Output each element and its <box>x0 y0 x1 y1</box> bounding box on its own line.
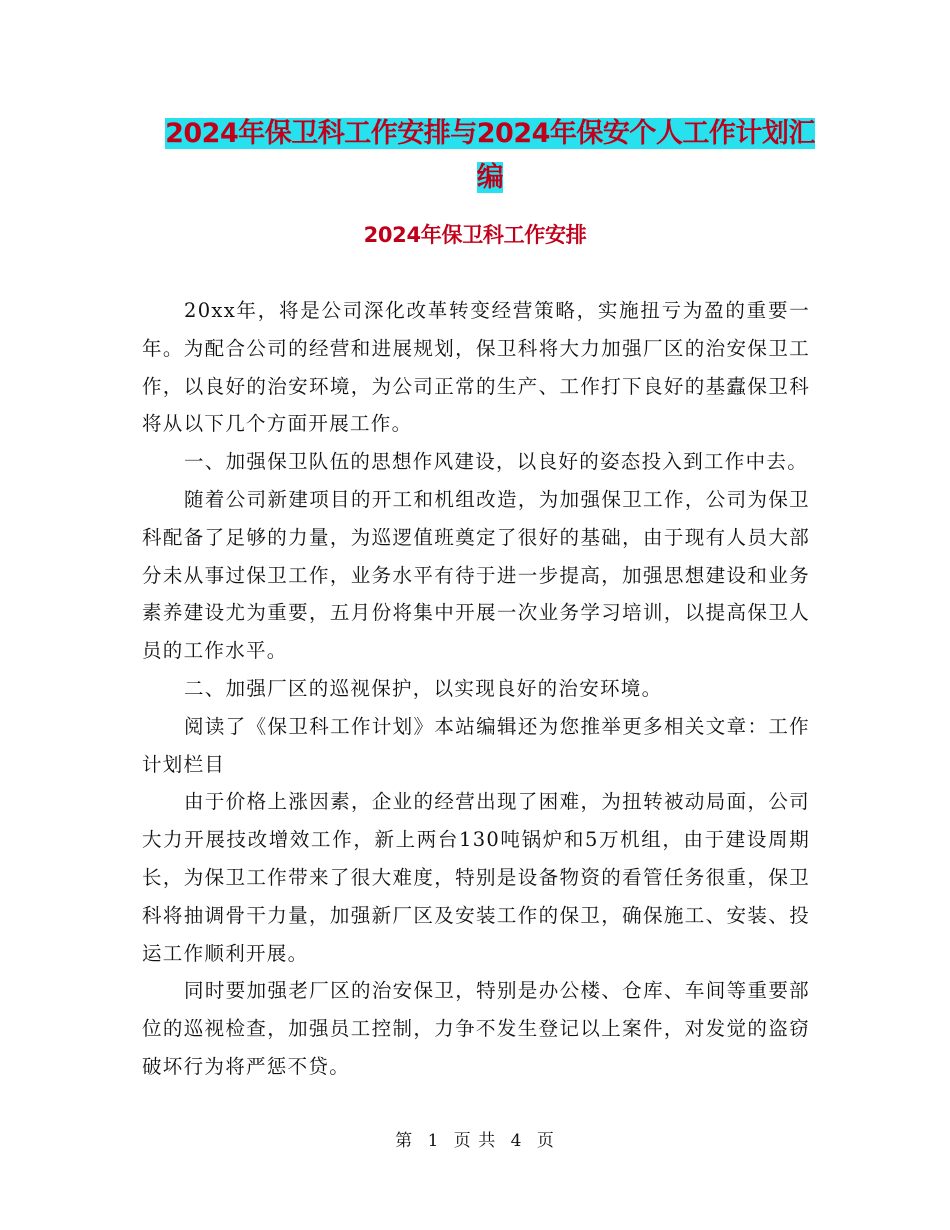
paragraph-1: 20xx年，将是公司深化改革转变经营策略，实施扭亏为盈的重要一年。为配合公司的经营和进展规划，保卫科将大力加强厂区的治安保卫工作，以良好的治安环境，为公司正常的生产、工作打下良好的基蠹保卫科将从以下几个方面开展工作。 <box>142 299 810 436</box>
document-body <box>142 292 810 1086</box>
footer-page-current: 1 <box>427 1131 440 1151</box>
paragraph-5: 阅读了《保卫科工作计划》本站编辑还为您推举更多相关文章：工作计划栏目 <box>142 714 810 776</box>
footer-suffix: 页 <box>536 1131 555 1151</box>
section-heading: 2024年保卫科工作安排 <box>363 223 587 247</box>
document-title <box>150 112 830 200</box>
footer-prefix: 第 <box>395 1131 414 1151</box>
paragraph-4: 二、加强厂区的巡视保护，以实现良好的治安环境。 <box>184 676 663 700</box>
footer-middle: 页 共 <box>453 1131 497 1151</box>
paragraph-7: 同时要加强老厂区的治安保卫，特别是办公楼、仓库、车间等重要部位的巡视检查，加强员工控制，力争不发生登记以上案件，对发觉的盗窃破坏行为将严惩不贷。 <box>142 979 810 1078</box>
document-title-line-1: 2024年保卫科工作安排与2024年保安个人工作计划汇 <box>165 118 815 149</box>
paragraph-2: 一、加强保卫队伍的思想作风建设，以良好的姿态投入到工作中去。 <box>184 450 809 474</box>
paragraph-6: 由于价格上涨因素，企业的经营出现了困难，为扭转被动局面，公司大力开展技改增效工作，新上两台130吨锅炉和5万机组，由于建设周期长，为保卫工作带来了很大难度，特别是设备物资的看管任务很重，保卫科将抽调骨干力量，加强新厂区及安装工作的保卫，确保施工、安装、投运工作顺利开展。 <box>142 790 810 965</box>
paragraph-3: 随着公司新建项目的开工和机组改造，为加强保卫工作，公司为保卫科配备了足够的力量，为巡逻值班奠定了很好的基础，由于现有人员大部分未从事过保卫工作，业务水平有待于进一步提高，加强思想建设和业务素养建设尤为重要，五月份将集中开展一次业务学习培训，以提高保卫人员的工作水平。 <box>142 487 810 663</box>
footer-page-total: 4 <box>510 1131 523 1151</box>
document-title-line-2: 编 <box>476 162 504 193</box>
page-footer <box>0 1126 950 1151</box>
